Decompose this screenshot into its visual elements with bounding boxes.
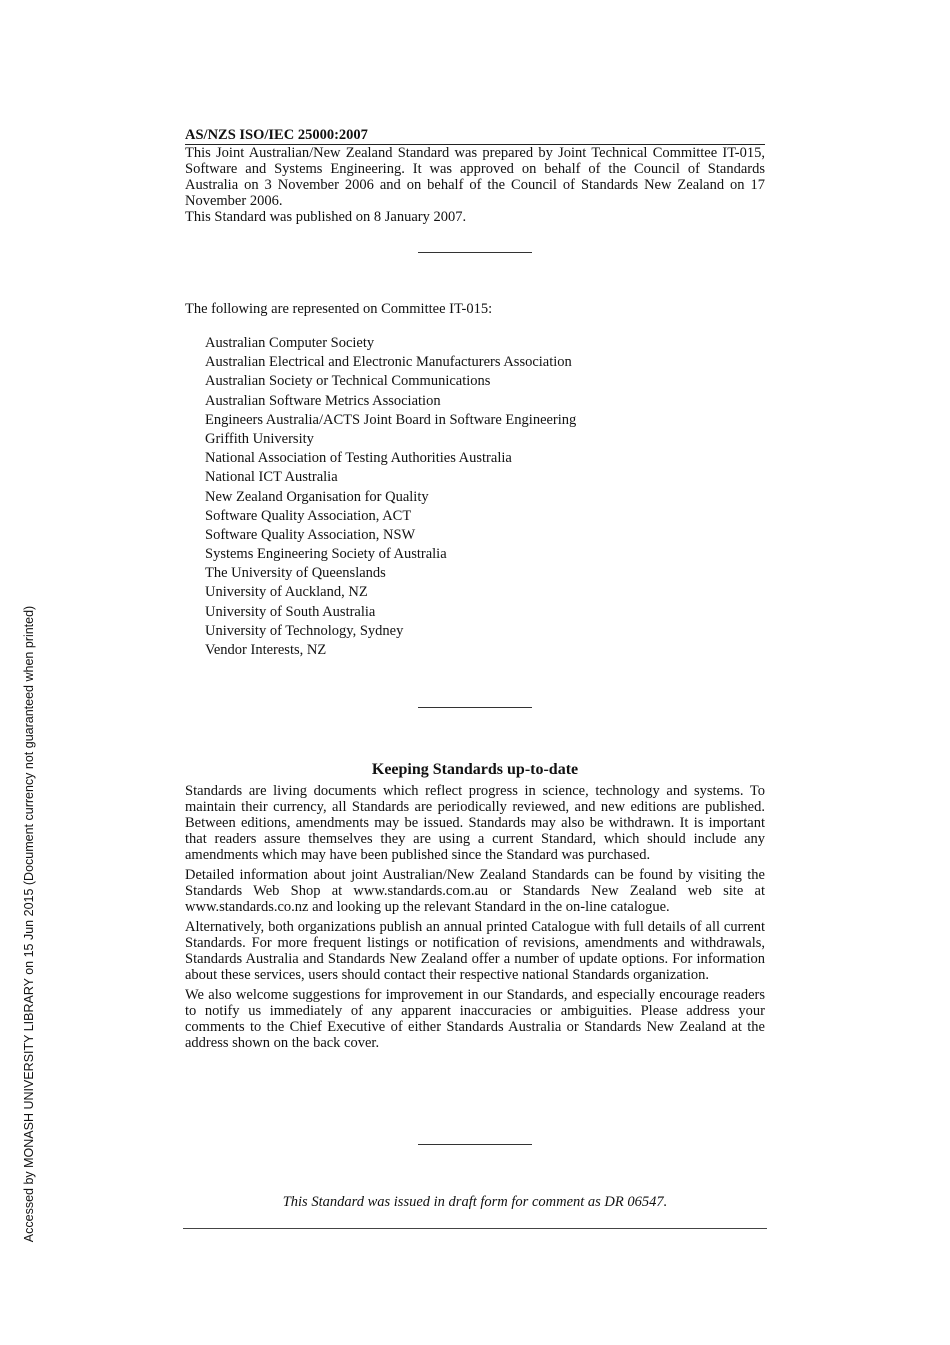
committee-member: The University of Queenslands xyxy=(205,565,386,582)
committee-member: University of South Australia xyxy=(205,603,376,620)
section-divider xyxy=(418,707,532,708)
committee-member-list xyxy=(205,334,576,660)
page-bottom-rule xyxy=(183,1228,767,1229)
committee-member: Australian Computer Society xyxy=(205,335,375,351)
committee-member: Griffith University xyxy=(205,430,314,447)
document-id: AS/NZS ISO/IEC 25000:2007 xyxy=(185,127,765,145)
committee-intro: The following are represented on Committee IT-015: xyxy=(185,301,493,317)
body-paragraph: Standards are living documents which reflect progress in science, technology and systems. To maintain their currency, all Standards are periodically reviewed, and new editions are published. Between editions, amendments may be issued. Standards may also be withdrawn. It is important that readers assure themselves they are using a current Standard, which should include any amendments which may have been published since the Standard was purchased. xyxy=(185,783,765,863)
section-divider xyxy=(418,1144,532,1145)
committee-member: Engineers Australia/ACTS Joint Board in Software Engineering xyxy=(205,411,577,428)
committee-member: New Zealand Organisation for Quality xyxy=(205,488,429,505)
committee-member: University of Auckland, NZ xyxy=(205,584,368,601)
keeping-standards-heading: Keeping Standards up-to-date xyxy=(371,761,579,778)
approval-paragraph: This Joint Australian/New Zealand Standard was prepared by Joint Technical Committee IT-015, Software and Systems Engineering. It was approved on behalf of the Council of Standards Australia on 3 November 2006 and on behalf of the Council of Standards New Zealand on 17 November 2006. xyxy=(185,145,765,209)
committee-member: Vendor Interests, NZ xyxy=(205,642,327,658)
committee-member: National Association of Testing Authorities Australia xyxy=(205,450,512,467)
committee-member: Software Quality Association, NSW xyxy=(205,526,416,543)
committee-member: Australian Society or Technical Communications xyxy=(205,373,491,390)
approval-statement xyxy=(185,145,765,225)
committee-member: National ICT Australia xyxy=(205,469,338,486)
committee-member: University of Technology, Sydney xyxy=(205,622,404,639)
committee-member: Systems Engineering Society of Australia xyxy=(205,546,447,563)
keeping-standards-body xyxy=(185,783,765,1055)
body-paragraph: We also welcome suggestions for improvement in our Standards, and especially encourage readers to notify us immediately of any apparent inaccuracies or ambiguities. Please address your comments to the Chief Executive of either Standards Australia or Standards New Zealand at the address shown on the back cover. xyxy=(185,987,765,1051)
committee-member: Australian Software Metrics Association xyxy=(205,392,441,409)
body-paragraph: Detailed information about joint Australian/New Zealand Standards can be found by visiting the Standards Web Shop at www.standards.com.au or Standards New Zealand web site at www.standards.co.nz and looking up the relevant Standard in the on-line catalogue. xyxy=(185,867,765,915)
committee-member: Australian Electrical and Electronic Manufacturers Association xyxy=(205,354,572,371)
committee-member: Software Quality Association, ACT xyxy=(205,507,412,524)
document-page xyxy=(185,0,765,1345)
access-stamp: Accessed by MONASH UNIVERSITY LIBRARY on 15 Jun 2015 (Document currency not guaranteed when printed) xyxy=(22,605,36,1243)
draft-note: This Standard was issued in draft form for comment as DR 06547. xyxy=(282,1194,668,1210)
body-paragraph: Alternatively, both organizations publish an annual printed Catalogue with full details of all current Standards. For more frequent listings or notification of revisions, amendments and withdrawals, Standards Australia and Standards New Zealand offer a number of update options. For information about these services, users should contact their respective national Standards organization. xyxy=(185,919,765,983)
publication-date-paragraph: This Standard was published on 8 January 2007. xyxy=(185,209,467,225)
section-divider xyxy=(418,252,532,253)
